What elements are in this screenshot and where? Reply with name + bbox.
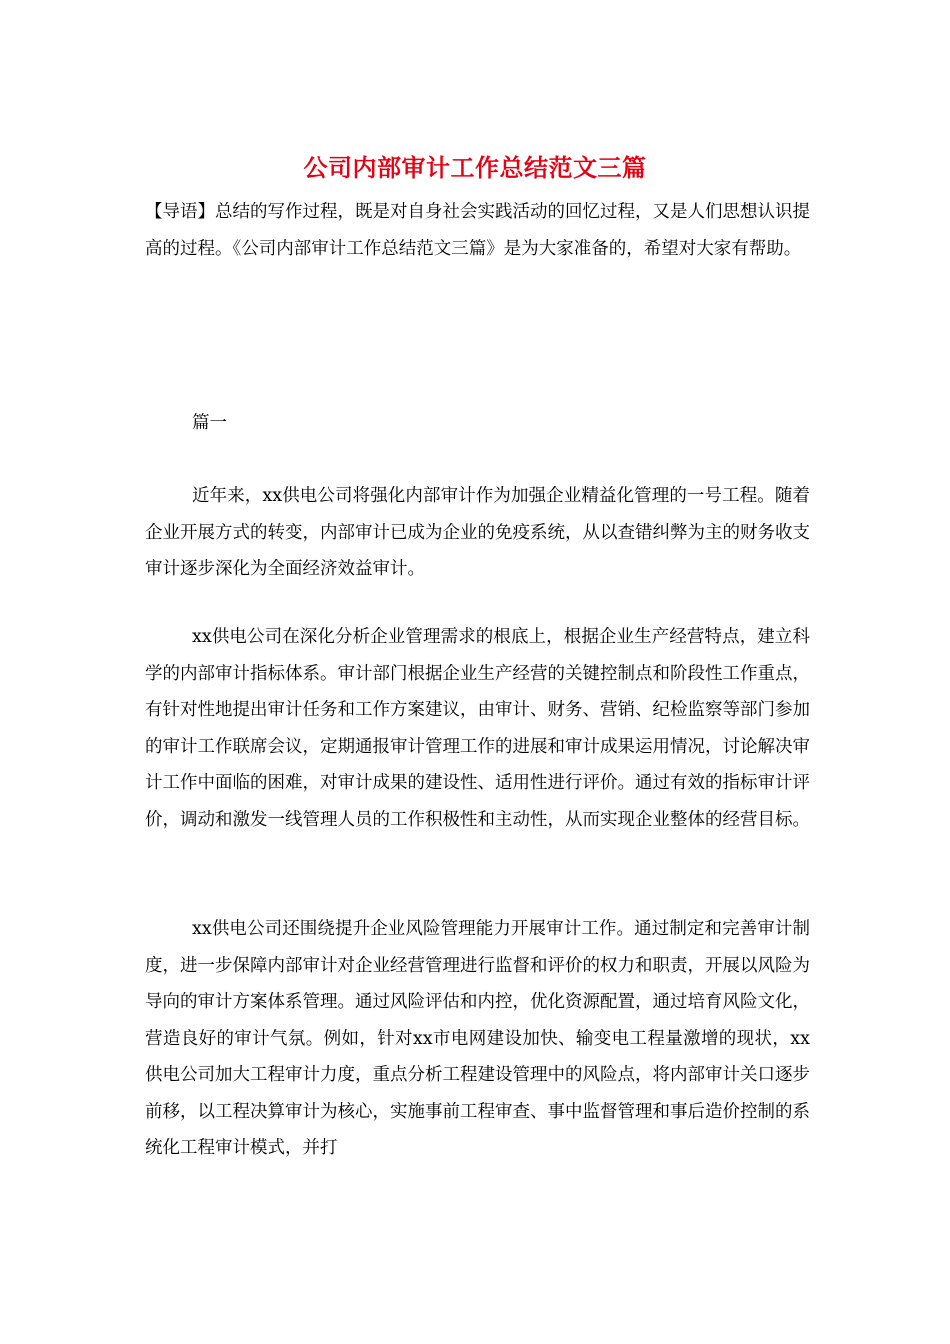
body-paragraph-3: xx供电公司还围绕提升企业风险管理能力开展审计工作。通过制定和完善审计制度，进一步保障内部审计对企业经营管理进行监督和评价的权力和职责，开展以风险为导向的审计方案体系管理。通过风险评估和内控，优化资源配置，通过培育风险文化，营造良好的审计气氛。例如，针对xx市电网建设加快、输变电工程量激增的现状，xx供电公司加大工程审计力度，重点分析工程建设管理中的风险点，将内部审计关口逐步前移，以工程决算审计为核心，实施事前工程审查、事中监督管理和事后造价控制的系统化工程审计模式，并打 <box>145 919 810 1158</box>
document-title: 公司内部审计工作总结范文三篇 <box>303 153 647 182</box>
body-paragraph-1: 近年来，xx供电公司将强化内部审计作为加强企业精益化管理的一号工程。随着企业开展方式的转变，内部审计已成为企业的免疫系统，从以查错纠弊为主的财务收支审计逐步深化为全面经济效益审计。 <box>145 486 810 579</box>
section-heading: 篇一 <box>192 413 227 433</box>
body-paragraph-2: xx供电公司在深化分析企业管理需求的根底上，根据企业生产经营特点，建立科学的内部审计指标体系。审计部门根据企业生产经营的关键控制点和阶段性工作重点，有针对性地提出审计任务和工作方案建议，由审计、财务、营销、纪检监察等部门参加的审计工作联席会议，定期通报审计管理工作的进展和审计成果运用情况，讨论解决审计工作中面临的困难，对审计成果的建设性、适用性进行评价。通过有效的指标审计评价，调动和激发一线管理人员的工作积极性和主动性，从而实现企业整体的经营目标。 <box>145 627 810 830</box>
intro-paragraph: 【导语】总结的写作过程，既是对自身社会实践活动的回忆过程，又是人们思想认识提高的过程。《公司内部审计工作总结范文三篇》是为大家准备的，希望对大家有帮助。 <box>145 202 810 259</box>
